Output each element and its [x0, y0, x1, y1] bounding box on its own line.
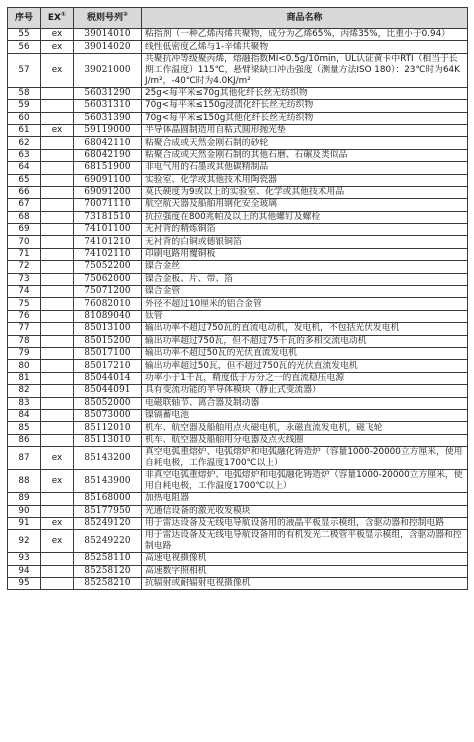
row-code: 85044091 [74, 385, 142, 397]
table-row [8, 211, 468, 223]
row-name: 抗拉强度在800兆帕及以上的其他螺钉及螺栓 [142, 211, 468, 223]
row-name: 无衬背的白铜或德银铜箔 [142, 236, 468, 248]
row-ex [41, 422, 74, 434]
row-name: 实验室、化学或其他技术用陶瓷器 [142, 174, 468, 186]
table-row [8, 397, 468, 409]
table-row [8, 530, 468, 553]
row-name: 镍合金管 [142, 286, 468, 298]
row-seq: 64 [8, 162, 41, 174]
row-code: 85258210 [74, 578, 142, 590]
table-row [8, 505, 468, 517]
row-ex [41, 493, 74, 505]
row-name: 镍镉蓄电池 [142, 409, 468, 421]
row-name: 用于雷达设备及无线电导航设备用的液晶平板显示模组，含驱动器和控制电路 [142, 517, 468, 529]
row-name: 抗辐射或耐辐射电视摄像机 [142, 578, 468, 590]
row-name: 粘聚合成或天然金刚石制的其他石磨、石碾及类似品 [142, 149, 468, 161]
row-seq: 89 [8, 493, 41, 505]
row-seq: 67 [8, 199, 41, 211]
row-code: 85143900 [74, 470, 142, 493]
row-name: 输出功率超过50瓦，但不超过750瓦的光伏直流发电机 [142, 360, 468, 372]
row-name: 输出功率超过750瓦，但不超过75千瓦的多相交流电动机 [142, 335, 468, 347]
row-ex [41, 578, 74, 590]
row-name: 莫氏硬度为9或以上的实验室、化学或其他技术用品 [142, 186, 468, 198]
table-row [8, 470, 468, 493]
row-code: 56031310 [74, 100, 142, 112]
row-code: 81089040 [74, 310, 142, 322]
table-row [8, 273, 468, 285]
table-row [8, 87, 468, 99]
table-row [8, 422, 468, 434]
row-ex [41, 397, 74, 409]
row-ex [41, 112, 74, 124]
table-row [8, 41, 468, 53]
row-name: 非真空电弧重熔炉、电弧熔炉和电弧融化铸造炉（容量1000-20000立方厘米，使用自耗电极，工作温度1700℃以上） [142, 470, 468, 493]
row-seq: 80 [8, 360, 41, 372]
table-row [8, 578, 468, 590]
table-row [8, 29, 468, 41]
table-row [8, 310, 468, 322]
row-name: 光通信设备的激光收发模块 [142, 505, 468, 517]
row-ex: ex [41, 53, 74, 87]
row-ex [41, 298, 74, 310]
table-row [8, 565, 468, 577]
row-seq: 82 [8, 385, 41, 397]
table-row [8, 553, 468, 565]
table-row [8, 434, 468, 446]
row-name: 电磁联轴节、离合器及制动器 [142, 397, 468, 409]
row-seq: 55 [8, 29, 41, 41]
row-code: 85113010 [74, 434, 142, 446]
row-seq: 60 [8, 112, 41, 124]
row-code: 56031390 [74, 112, 142, 124]
row-name: 共聚抗冲等级聚丙烯，熔融指数MI<0.5g/10min，UL认证黄卡中RTI（相当于长期工作温度）115℃，悬臂梁缺口冲击强度（测量方法ISO 180）：23℃时为64KJ/m²，-40℃时为4.0KJ/m² [142, 53, 468, 87]
row-code: 56031290 [74, 87, 142, 99]
row-ex [41, 199, 74, 211]
row-code: 39021000 [74, 53, 142, 87]
row-seq: 94 [8, 565, 41, 577]
row-name: 粘聚合成或天然金刚石制的砂轮 [142, 137, 468, 149]
row-code: 85177950 [74, 505, 142, 517]
row-ex [41, 360, 74, 372]
row-code: 69091100 [74, 174, 142, 186]
row-code: 75062000 [74, 273, 142, 285]
table-row [8, 335, 468, 347]
row-seq: 57 [8, 53, 41, 87]
row-seq: 75 [8, 298, 41, 310]
row-code: 85073000 [74, 409, 142, 421]
row-code: 85143200 [74, 447, 142, 470]
row-ex: ex [41, 124, 74, 136]
row-ex [41, 149, 74, 161]
row-seq: 83 [8, 397, 41, 409]
row-seq: 81 [8, 372, 41, 384]
row-code: 74102110 [74, 248, 142, 260]
table-row [8, 224, 468, 236]
table-row [8, 447, 468, 470]
header-code-note: ② [122, 10, 129, 18]
row-seq: 77 [8, 323, 41, 335]
header-name: 商品名称 [142, 8, 468, 29]
table-body [8, 29, 468, 590]
row-code: 85249220 [74, 530, 142, 553]
row-seq: 61 [8, 124, 41, 136]
row-name: 外径不超过10厘米的铝合金管 [142, 298, 468, 310]
row-code: 68042110 [74, 137, 142, 149]
row-code: 85258120 [74, 565, 142, 577]
table-row [8, 347, 468, 359]
row-seq: 95 [8, 578, 41, 590]
row-name: 粘指剂（一种乙烯丙烯共聚物，成分为乙烯65%，丙烯35%，比重小于0.94） [142, 29, 468, 41]
row-code: 70071110 [74, 199, 142, 211]
row-ex [41, 553, 74, 565]
row-ex [41, 310, 74, 322]
row-code: 68151900 [74, 162, 142, 174]
row-code: 69091200 [74, 186, 142, 198]
row-code: 85168000 [74, 493, 142, 505]
row-ex [41, 137, 74, 149]
row-code: 85017100 [74, 347, 142, 359]
row-code: 39014010 [74, 29, 142, 41]
row-code: 74101100 [74, 224, 142, 236]
row-seq: 91 [8, 517, 41, 529]
table-row [8, 137, 468, 149]
row-seq: 78 [8, 335, 41, 347]
row-name: 70g<每平米≤150g其他化纤长丝无纺织物 [142, 112, 468, 124]
table-row [8, 53, 468, 87]
table-row [8, 149, 468, 161]
table-row [8, 248, 468, 260]
row-code: 85112010 [74, 422, 142, 434]
table-row [8, 112, 468, 124]
table-row [8, 100, 468, 112]
row-name: 线性低密度乙烯与1-辛烯共聚物 [142, 41, 468, 53]
row-ex [41, 248, 74, 260]
row-ex: ex [41, 530, 74, 553]
row-name: 航空航天器及船舶用钢化安全玻璃 [142, 199, 468, 211]
row-ex [41, 565, 74, 577]
row-ex: ex [41, 41, 74, 53]
row-ex [41, 186, 74, 198]
row-code: 75071200 [74, 286, 142, 298]
row-ex [41, 100, 74, 112]
header-seq: 序号 [8, 8, 41, 29]
row-name: 输出功率不超过750瓦的直流电动机，发电机，不包括光伏发电机 [142, 323, 468, 335]
row-name: 真空电弧重熔炉、电弧熔炉和电弧融化铸造炉（容量1000-20000立方厘米，使用自耗电极，工作温度1700℃以上） [142, 447, 468, 470]
row-ex [41, 224, 74, 236]
table-row [8, 286, 468, 298]
table-row [8, 385, 468, 397]
header-ex-note: ① [61, 10, 67, 18]
row-code: 85052000 [74, 397, 142, 409]
row-name: 高速电视摄像机 [142, 553, 468, 565]
table-row [8, 409, 468, 421]
row-ex [41, 323, 74, 335]
header-ex: EX① [41, 8, 74, 29]
row-seq: 56 [8, 41, 41, 53]
row-name: 镍合金板、片、带、箔 [142, 273, 468, 285]
row-code: 85258110 [74, 553, 142, 565]
row-seq: 84 [8, 409, 41, 421]
row-ex [41, 236, 74, 248]
row-ex [41, 211, 74, 223]
row-seq: 65 [8, 174, 41, 186]
row-seq: 93 [8, 553, 41, 565]
row-name: 半导体晶圆制造用自粘式圆形抛光垫 [142, 124, 468, 136]
row-ex: ex [41, 470, 74, 493]
table-row [8, 323, 468, 335]
header-code: 税则号列② [74, 8, 142, 29]
row-ex [41, 335, 74, 347]
table-row [8, 360, 468, 372]
table-row [8, 261, 468, 273]
row-name: 加热电阻器 [142, 493, 468, 505]
row-seq: 87 [8, 447, 41, 470]
row-code: 85015200 [74, 335, 142, 347]
row-ex [41, 372, 74, 384]
row-code: 59119000 [74, 124, 142, 136]
row-code: 73181510 [74, 211, 142, 223]
table-row [8, 298, 468, 310]
row-code: 75052200 [74, 261, 142, 273]
row-seq: 74 [8, 286, 41, 298]
row-seq: 68 [8, 211, 41, 223]
table-row [8, 236, 468, 248]
row-seq: 62 [8, 137, 41, 149]
row-name: 功率小于1千瓦，精度低于万分之一的直流稳压电源 [142, 372, 468, 384]
row-seq: 92 [8, 530, 41, 553]
row-seq: 85 [8, 422, 41, 434]
row-ex: ex [41, 29, 74, 41]
row-name: 70g<每平米≤150g浸渍化纤长丝无纺织物 [142, 100, 468, 112]
table-row [8, 174, 468, 186]
row-code: 76082010 [74, 298, 142, 310]
row-code: 85013100 [74, 323, 142, 335]
table-row [8, 199, 468, 211]
row-ex [41, 273, 74, 285]
row-seq: 59 [8, 100, 41, 112]
row-ex [41, 261, 74, 273]
row-ex: ex [41, 447, 74, 470]
table-header-row [8, 8, 468, 29]
table-row [8, 124, 468, 136]
row-name: 高速数字照相机 [142, 565, 468, 577]
row-seq: 76 [8, 310, 41, 322]
row-seq: 88 [8, 470, 41, 493]
row-seq: 58 [8, 87, 41, 99]
row-seq: 63 [8, 149, 41, 161]
row-ex [41, 286, 74, 298]
row-name: 镍合金丝 [142, 261, 468, 273]
row-seq: 69 [8, 224, 41, 236]
row-seq: 70 [8, 236, 41, 248]
row-ex [41, 505, 74, 517]
row-name: 印刷电路用覆铜板 [142, 248, 468, 260]
row-name: 非电气用的石墨或其他碳精制品 [142, 162, 468, 174]
row-ex [41, 434, 74, 446]
row-name: 机车、航空器及船舶用分电器及点火线圈 [142, 434, 468, 446]
table-row [8, 493, 468, 505]
row-code: 68042190 [74, 149, 142, 161]
row-seq: 73 [8, 273, 41, 285]
row-seq: 86 [8, 434, 41, 446]
row-seq: 72 [8, 261, 41, 273]
row-name: 25g<每平米≤70g其他化纤长丝无纺织物 [142, 87, 468, 99]
row-ex [41, 347, 74, 359]
row-ex [41, 385, 74, 397]
tariff-table-sheet [7, 7, 467, 590]
row-name: 用于雷达设备及无线电导航设备用的有机发光二极管平板显示模组，含驱动器和控制电路 [142, 530, 468, 553]
row-seq: 90 [8, 505, 41, 517]
row-seq: 79 [8, 347, 41, 359]
table-row [8, 517, 468, 529]
row-name: 钛管 [142, 310, 468, 322]
row-seq: 71 [8, 248, 41, 260]
row-name: 无衬背的精炼铜箔 [142, 224, 468, 236]
row-code: 39014020 [74, 41, 142, 53]
row-name: 机车、航空器及船舶用点火磁电机，永磁直流发电机，磁飞轮 [142, 422, 468, 434]
tariff-table [7, 7, 468, 590]
row-ex [41, 162, 74, 174]
row-name: 具有变流功能的半导体模块（静止式变流器） [142, 385, 468, 397]
table-row [8, 372, 468, 384]
table-row [8, 162, 468, 174]
row-name: 输出功率不超过50瓦的光伏直流发电机 [142, 347, 468, 359]
row-ex [41, 87, 74, 99]
row-ex [41, 409, 74, 421]
row-ex: ex [41, 517, 74, 529]
row-code: 74101210 [74, 236, 142, 248]
table-row [8, 186, 468, 198]
row-code: 85249120 [74, 517, 142, 529]
row-code: 85044014 [74, 372, 142, 384]
row-ex [41, 174, 74, 186]
row-code: 85017210 [74, 360, 142, 372]
row-seq: 66 [8, 186, 41, 198]
